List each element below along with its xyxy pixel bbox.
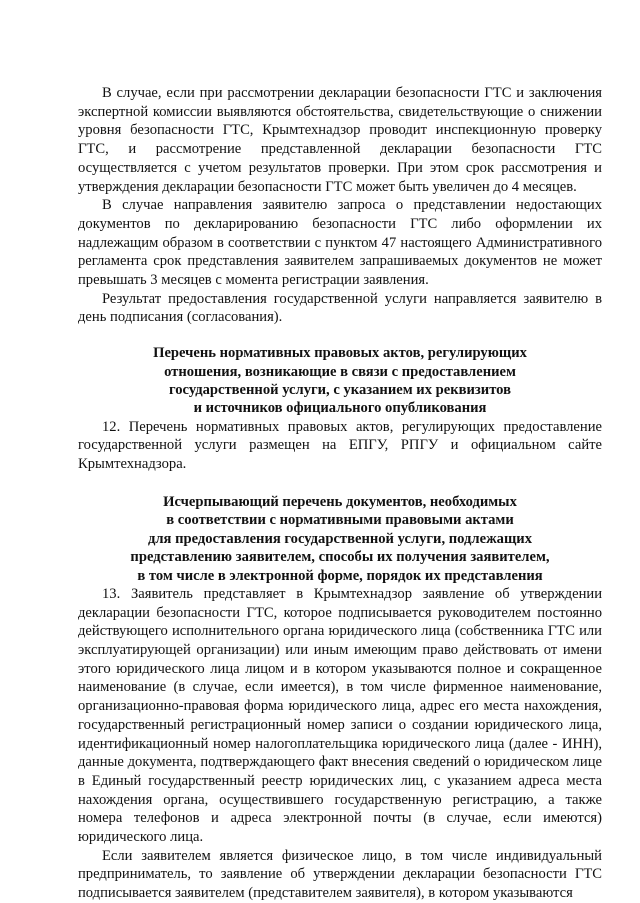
paragraph: Результат предоставления государственной услуги направляется заявителю в день подписания (согласования). bbox=[78, 290, 602, 326]
paragraph-12: 12. Перечень нормативных правовых актов, регулирующих предоставление государственной услуги размещен на ЕПГУ, РПГУ и официальном сайте Крымтехнадзора. bbox=[78, 418, 602, 473]
heading-line: и источников официального опубликования bbox=[193, 400, 487, 417]
heading-line: отношения, возникающие в связи с предоставлением bbox=[164, 363, 516, 380]
paragraph: В случае направления заявителю запроса о представлении недостающих документов по декларированию безопасности ГТС либо оформлении их надлежащим образом в соответствии с пунктом 47 настоящего Административного регламента срок представления заявителем запрашиваемых документов не может превышать 3 месяцев с момента регистрации заявления. bbox=[78, 197, 602, 289]
heading-line: Перечень нормативных правовых актов, регулирующих bbox=[153, 345, 527, 362]
section-heading-legal-acts bbox=[78, 344, 602, 418]
section-heading-documents-list bbox=[78, 493, 602, 585]
paragraph: В случае, если при рассмотрении декларации безопасности ГТС и заключения экспертной комиссии выявляются обстоятельства, свидетельствующие о снижении уровня безопасности ГТС, Крымтехнадзор проводит инспекционную проверку ГТС, и рассмотрение представленной декларации безопасности ГТС осуществляется с учетом результатов проверки. При этом срок рассмотрения и утверждения декларации безопасности ГТС может быть увеличен до 4 месяцев. bbox=[78, 85, 602, 195]
heading-line: в том числе в электронной форме, порядок их представления bbox=[137, 567, 543, 584]
paragraph-13: 13. Заявитель представляет в Крымтехнадзор заявление об утверждении декларации безопасности ГТС, которое подписывается руководителем постоянно действующего исполнительного органа юридического лица (собственника ГТС или эксплуатирующей организации) или иным имеющим право действовать от имени этого юридического лица лицом и в котором указываются полное и сокращенное наименование (в случае, если имеется), в том числе фирменное наименование, организационно-правовая форма юридического лица, адрес его места нахождения, государственный регистрационный номер записи о создании юридического лица, идентификационный номер налогоплательщика юридического лица (далее - ИНН), данные документа, подтверждающего факт внесения сведений о юридическом лице в Единый государственный реестр юридических лиц, с указанием адреса места нахождения органа, осуществившего государственную регистрацию, а также номера телефонов и адреса электронной почты (в случае, если имеются) юридического лица. bbox=[78, 585, 602, 846]
heading-line: представлению заявителем, способы их получения заявителем, bbox=[130, 549, 550, 566]
heading-line: Исчерпывающий перечень документов, необходимых bbox=[163, 493, 517, 510]
heading-line: государственной услуги, с указанием их реквизитов bbox=[169, 381, 511, 398]
heading-line: в соответствии с нормативными правовыми актами bbox=[166, 512, 514, 529]
heading-line: для предоставления государственной услуги, подлежащих bbox=[147, 530, 532, 547]
paragraph: Если заявителем является физическое лицо, в том числе индивидуальный предприниматель, то заявление об утверждении декларации безопасности ГТС подписывается заявителем (представителем заявителя), в котором указываются bbox=[78, 847, 602, 902]
